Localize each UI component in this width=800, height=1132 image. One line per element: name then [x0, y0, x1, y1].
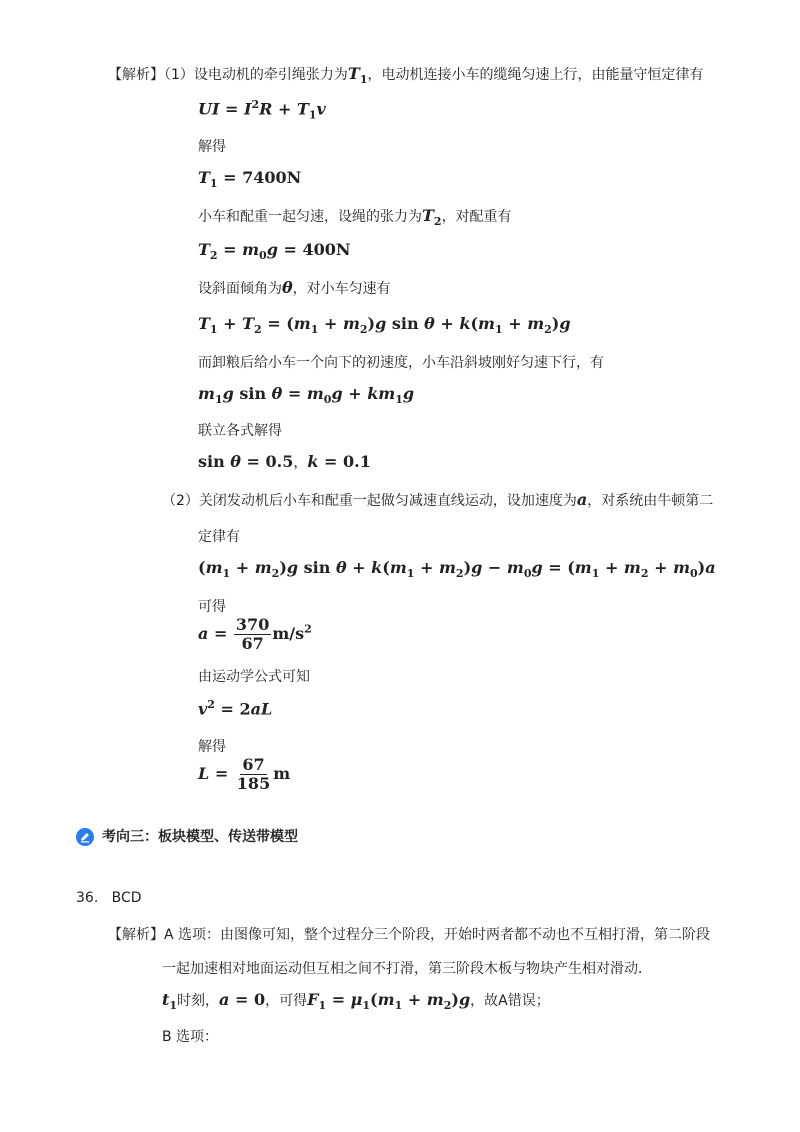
a-unit: m/s — [272, 624, 305, 643]
part1-intro-text: 设电动机的牵引绳张力为 — [193, 67, 348, 83]
part1-line-d — [198, 278, 391, 298]
q36-a-text1: A 选项：由图像可知，整个过程分三个阶段，开始时两者都不动也不互相打滑，第二阶段 — [164, 927, 711, 943]
l-result: L = $\frac{67}{185}$ m — [198, 755, 291, 793]
friction-eq: $F_1 = \mu_1(m_1 + m_2)g$ — [307, 990, 471, 1013]
a-numerator: 370 — [235, 615, 270, 634]
part2-line-b: 定律有 — [198, 529, 240, 545]
part1-label: （1） — [164, 67, 194, 83]
t2-value: 400N — [302, 240, 351, 259]
downhill-equation: $m_1g$ $\sin \theta = m_0g + km_1g$ — [198, 384, 415, 407]
a-zero-eq: a = 0 — [219, 990, 266, 1009]
t1-symbol: $T_1$ — [347, 64, 368, 87]
section-heading — [76, 826, 298, 846]
part1-line-c — [198, 206, 512, 228]
analysis-label: 【解析】 — [108, 67, 164, 83]
a-symbol: a — [576, 490, 588, 509]
t1-time-symbol: $t_1$ — [162, 990, 178, 1013]
part2-line-c: 由运动学公式可知 — [198, 669, 310, 685]
q36-a-line1 — [108, 924, 710, 944]
t1-result: $T_1 = 7400N$ — [198, 168, 302, 191]
q36-t1-line — [162, 990, 550, 1012]
line-d-text-b: ，对小车匀速有 — [292, 281, 391, 297]
a-fraction — [234, 616, 271, 653]
final-results-part1: sin θ = 0.5，k = 0.1 — [198, 452, 371, 471]
l-denominator: 185 — [236, 774, 271, 793]
part1-line-f: 联立各式解得 — [198, 423, 282, 439]
line-d-text: 设斜面倾角为 — [198, 281, 282, 297]
q36-answer: BCD — [111, 890, 142, 906]
part2-text-a: 关闭发动机后小车和配重一起做匀减速直线运动，设加速度为 — [198, 493, 577, 509]
a-result: a = $\frac{370}{67}$ $m/s^2$ — [198, 615, 312, 653]
result-separator: ， — [293, 455, 308, 471]
uphill-equation: $T_1 + T_2 = (m_1 + m_2)g$ $\sin \theta + k(m_1 + m_2)g$ — [198, 314, 571, 337]
q36-t1-text-b: ，可得 — [265, 993, 308, 1009]
part2-label: （2） — [162, 493, 199, 509]
theta-symbol: θ — [282, 278, 293, 297]
a-denominator: 67 — [241, 634, 264, 653]
energy-equation: UI = $I^2R + T_1v$ — [198, 98, 326, 122]
kinematics-equation: $v^2 = 2aL$ — [198, 698, 273, 719]
newton-equation: $(m_1 + m_2)g$ $\sin \theta + k(m_1 + m_2)g - m_0g = (m_1 + m_2 + m_0)a$ — [198, 558, 716, 581]
part2-text-b: ，对系统由牛顿第二 — [587, 493, 714, 509]
part1-intro — [108, 64, 703, 86]
q36-b-label: B 选项： — [162, 1029, 219, 1045]
q36-t1-text-c: ，故A错误； — [470, 993, 550, 1009]
sin-value: 0.5 — [265, 452, 294, 471]
l-numerator: 67 — [242, 755, 265, 774]
t2-equation: $T_2 = m_0g = 400N$ — [198, 240, 351, 263]
line-c-text-b: ，对配重有 — [441, 209, 512, 225]
t1-value: 7400N — [242, 168, 302, 187]
q36-a-line2: 一起加速相对地面运动但互相之间不打滑，第三阶段木板与物块产生相对滑动． — [162, 961, 652, 977]
q36-analysis-label: 【解析】 — [108, 927, 164, 943]
part1-line-e: 而卸粮后给小车一个向下的初速度，小车沿斜坡刚好匀速下行，有 — [198, 355, 604, 371]
t2-symbol: $T_2$ — [422, 206, 442, 229]
part2-intro — [162, 490, 713, 510]
pen-icon — [76, 828, 94, 846]
l-unit: m — [273, 764, 291, 783]
q36-number: 36. — [76, 890, 99, 906]
part1-intro-text-b: ，电动机连接小车的缆绳匀速上行，由能量守恒定律有 — [367, 67, 704, 83]
q36-t1-text-a: 时刻， — [177, 993, 220, 1009]
section-title: 考向三：板块模型、传送带模型 — [102, 829, 298, 845]
k-value: 0.1 — [343, 452, 371, 471]
l-fraction — [235, 756, 272, 793]
line-c-text: 小车和配重一起匀速，设绳的张力为 — [198, 209, 422, 225]
solve-label-2: 解得 — [198, 739, 226, 755]
can-get-label: 可得 — [198, 599, 226, 615]
solve-label-1: 解得 — [198, 139, 226, 155]
q36-header — [76, 890, 142, 906]
